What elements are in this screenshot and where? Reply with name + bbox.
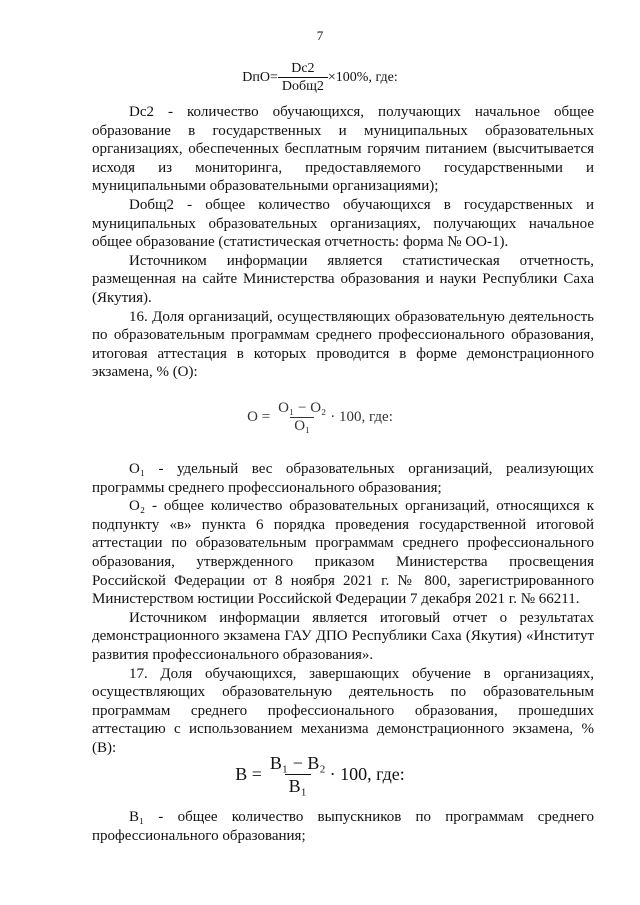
formula-o bbox=[0, 400, 640, 435]
formula-fraction bbox=[278, 60, 328, 95]
formula-denominator: О₁ bbox=[290, 417, 314, 435]
formula-denominator: Dобщ2 bbox=[278, 77, 328, 95]
formula-rhs: ×100%, где: bbox=[327, 69, 398, 85]
formula-numerator: О₁ − О₂ bbox=[278, 400, 327, 416]
text-block-1 bbox=[92, 103, 594, 382]
formula-lhs: О = bbox=[247, 409, 271, 425]
formula-rhs: · 100, где: bbox=[330, 409, 393, 425]
paragraph-item-17: 17. Доля обучающихся, завершающих обучение в организациях, осуществляющих образовательную деятельность по образовательным программам среднего профессионального образования, прошедших аттестацию с использованием механизма демонстрационного экзамена, % (В): bbox=[92, 665, 594, 756]
formula-fraction bbox=[274, 400, 330, 435]
paragraph-item-16: 16. Доля организаций, осуществляющих образовательную деятельность по образовательным программам среднего профессионального образования, итоговая аттестация в которых проводится в форме демонстрационного экзамена, % (О): bbox=[92, 308, 594, 381]
formula-lhs: DпО= bbox=[242, 69, 278, 85]
formula-denominator: В₁ bbox=[285, 774, 311, 797]
paragraph-dc2-definition: Dc2 - количество обучающихся, получающих начальное общее образование в государственных и муниципальных образовательных организациях, обеспеченных бесплатным горячим питанием (высчитывается исходя из мониторинга, предоставляемого государственными и муниципальными образовательными организациями); bbox=[92, 104, 594, 195]
formula-rhs: · 100, где: bbox=[329, 764, 405, 784]
formula-numerator: В₁ − В₂ bbox=[269, 753, 326, 773]
paragraph-v1-definition: В₁ - общее количество выпускников по программам среднего профессионального образования; bbox=[92, 809, 594, 844]
paragraph-source-report: Источником информации является итоговый отчет о результатах демонстрационного экзамена ГАУ ДПО Республики Саха (Якутия) «Институт развития профессионального образования». bbox=[92, 609, 594, 663]
formula-fraction bbox=[266, 752, 330, 797]
formula-numerator: Dc2 bbox=[291, 61, 315, 76]
paragraph-o1-definition: О₁ - удельный вес образовательных организаций, реализующих программы среднего профессионального образования; bbox=[92, 461, 594, 496]
paragraph-dobsh2-definition: Dобщ2 - общее количество обучающихся в государственных и муниципальных образовательных организациях, получающих начальное общее образование (статистическая отчетность: форма № ОО-1). bbox=[92, 196, 594, 251]
paragraph-o2-definition: О₂ - общее количество образовательных организаций, относящихся к подпункту «в» пункта 6 порядка проведения государственной итоговой аттестации по образовательным программам среднего профессионального образования, утвержденного приказом Министерства просвещения Российской Федерации от 8 ноября 2021 г. № 800, зарегистрированного Министерством юстиции Российской Федерации 7 декабря 2021 г. № 66211. bbox=[92, 498, 594, 608]
formula-lhs: В = bbox=[235, 764, 262, 784]
page-number: 7 bbox=[316, 28, 324, 43]
formula-dpo bbox=[0, 60, 640, 95]
text-block-3 bbox=[92, 808, 594, 845]
text-block-2 bbox=[92, 460, 594, 758]
paragraph-source-statistics: Источником информации является статистическая отчетность, размещенная на сайте Министерства образования и науки Республики Саха (Якутия). bbox=[92, 252, 594, 306]
formula-v bbox=[0, 752, 640, 797]
